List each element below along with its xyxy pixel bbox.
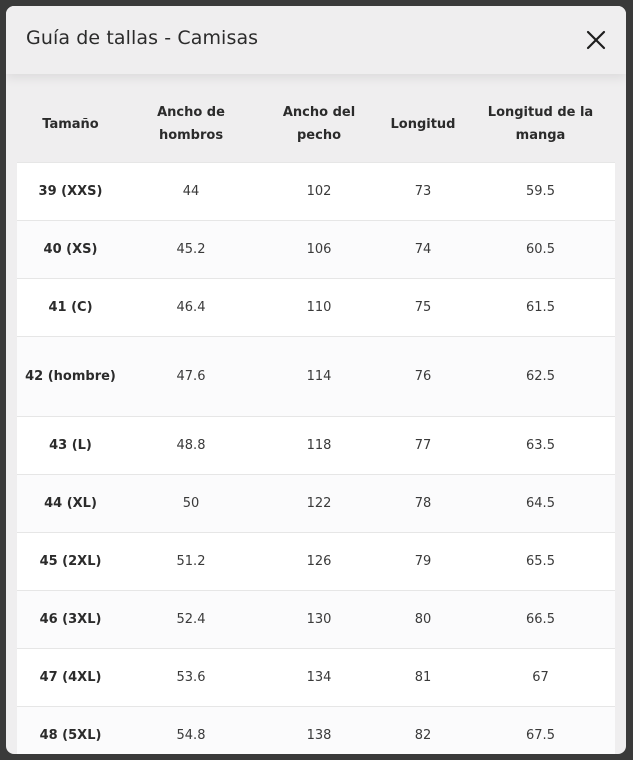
column-header-sleeve-length: Longitud de la manga <box>466 86 615 163</box>
table-row <box>17 475 615 533</box>
size-table <box>17 86 615 754</box>
close-icon <box>584 28 608 52</box>
table-row <box>17 221 615 279</box>
size-cell: 42 (hombre) <box>25 369 116 384</box>
table-cell: 102 <box>306 184 332 199</box>
table-cell: 64.5 <box>526 496 555 511</box>
size-cell: 39 (XXS) <box>38 184 103 199</box>
table-row <box>17 533 615 591</box>
table-cell: 46.4 <box>176 300 206 315</box>
modal-title: Guía de tallas - Camisas <box>26 27 259 49</box>
table-cell: 66.5 <box>526 612 555 627</box>
table-cell: 80 <box>414 612 432 627</box>
table-header <box>17 86 615 163</box>
table-body <box>17 163 615 755</box>
size-cell: 48 (5XL) <box>39 728 102 743</box>
table-cell: 122 <box>306 496 332 511</box>
table-header-row <box>17 86 615 163</box>
table-cell: 50 <box>182 496 200 511</box>
table-cell: 130 <box>306 612 332 627</box>
table-cell: 54.8 <box>176 728 206 743</box>
table-cell: 48.8 <box>176 438 206 453</box>
table-cell: 110 <box>306 300 332 315</box>
table-cell: 44 <box>182 184 200 199</box>
column-header-chest-width: Ancho del pecho <box>258 86 380 163</box>
table-row <box>17 337 615 417</box>
size-cell: 45 (2XL) <box>39 554 102 569</box>
size-cell: 41 (C) <box>48 300 93 315</box>
size-cell: 43 (L) <box>49 438 92 453</box>
table-cell: 59.5 <box>526 184 555 199</box>
table-row <box>17 707 615 755</box>
size-cell: 40 (XS) <box>43 242 98 257</box>
table-cell: 60.5 <box>526 242 555 257</box>
table-cell: 82 <box>414 728 432 743</box>
table-row <box>17 591 615 649</box>
table-cell: 138 <box>306 728 332 743</box>
column-header-shoulder-width: Ancho de hombros <box>124 86 258 163</box>
table-cell: 118 <box>306 438 332 453</box>
size-guide-modal <box>6 6 626 754</box>
table-cell: 52.4 <box>176 612 206 627</box>
size-table-container <box>17 86 615 754</box>
table-cell: 67.5 <box>526 728 555 743</box>
table-cell: 134 <box>306 670 332 685</box>
table-cell: 51.2 <box>176 554 206 569</box>
table-row <box>17 417 615 475</box>
table-row <box>17 649 615 707</box>
table-cell: 77 <box>414 438 432 453</box>
modal-header <box>6 6 626 74</box>
table-cell: 53.6 <box>176 670 206 685</box>
table-cell: 79 <box>414 554 432 569</box>
table-cell: 78 <box>414 496 432 511</box>
table-cell: 73 <box>414 184 432 199</box>
table-cell: 62.5 <box>526 369 555 384</box>
table-cell: 45.2 <box>176 242 206 257</box>
table-cell: 63.5 <box>526 438 555 453</box>
table-row <box>17 279 615 337</box>
table-cell: 76 <box>414 369 432 384</box>
table-cell: 47.6 <box>176 369 206 384</box>
close-button[interactable] <box>584 28 608 52</box>
size-cell: 44 (XL) <box>44 496 97 511</box>
size-cell: 46 (3XL) <box>39 612 102 627</box>
table-cell: 126 <box>306 554 332 569</box>
size-cell: 47 (4XL) <box>39 670 102 685</box>
table-cell: 61.5 <box>526 300 555 315</box>
table-cell: 74 <box>414 242 432 257</box>
column-header-length: Longitud <box>380 86 466 163</box>
table-cell: 106 <box>306 242 332 257</box>
table-cell: 114 <box>306 369 332 384</box>
table-cell: 67 <box>532 670 549 685</box>
table-row <box>17 163 615 221</box>
table-cell: 65.5 <box>526 554 555 569</box>
table-cell: 75 <box>414 300 432 315</box>
column-header-size: Tamaño <box>17 86 124 163</box>
table-cell: 81 <box>414 670 432 685</box>
